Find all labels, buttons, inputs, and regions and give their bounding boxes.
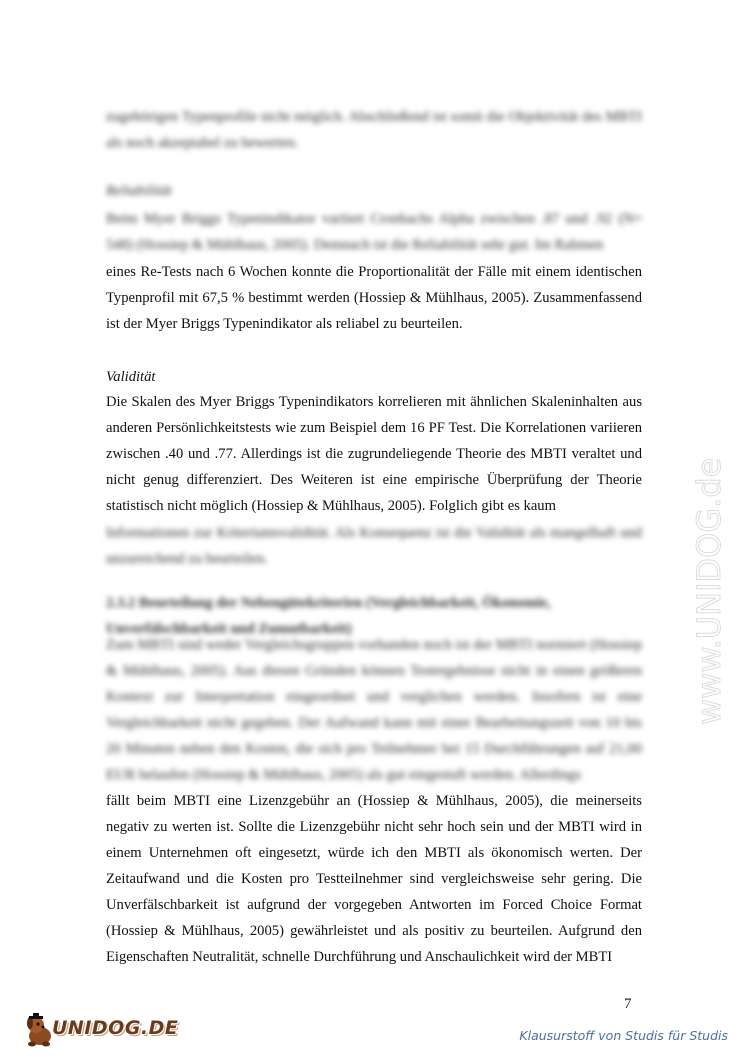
blurred-reliability-lines: Beim Myer Briggs Typenindikator variiert Cronbachs Alpha zwischen .87 und .92 (N= 548) (Hossiep & Mühlhaus, 2005). Demnach ist die Reliabilität sehr gut. Im Rahmen bbox=[106, 211, 642, 253]
validity-paragraph: Die Skalen des Myer Briggs Typenindikators korrelieren mit ähnlichen Skaleninhalten aus anderen Persönlichkeitstests wie zum Beispiel dem 16 PF Test. Die Korrelationen variieren zwischen .40 und .77. Allerdings ist die zugrundeliegende Theorie des MBTI veraltet und nicht genug differenziert. Des Weiteren ist eine empirische Überprüfung der Theorie statistisch nicht möglich (Hossiep & Mühlhaus, 2005). Folglich gibt es kaum bbox=[106, 394, 642, 514]
watermark-text: www.UNIDOG.de bbox=[690, 457, 728, 725]
page-number: 7 bbox=[624, 996, 632, 1012]
blurred-paragraph-top: zugehörigen Typenprofile nicht möglich. Abschließend ist somit die Objektivität des MBTI als noch akzeptabel zu bewerten. bbox=[106, 109, 642, 151]
unidog-logo bbox=[22, 1012, 179, 1050]
section-paragraph: fällt beim MBTI eine Lizenzgebühr an (Hossiep & Mühlhaus, 2005), die meinerseits negativ zu werten ist. Sollte die Lizenzgebühr nicht sehr hoch sein und der MBTI wird in einem Unternehmen oft eingesetzt, würde ich den MBTI als ökonomisch werten. Der Zeitaufwand und die Kosten pro Testteilnehmer sind vergleichsweise sehr gering. Die Unverfälschbarkeit ist aufgrund der vorgegeben Antworten im Forced Choice Format (Hossiep & Mühlhaus, 2005) gewährleistet und als positiv zu beurteilen. Aufgrund den Eigenschaften Neutralität, schnelle Durchführung und Anschaulichkeit wird der MBTI bbox=[106, 793, 642, 965]
footer-tagline: Klausurstoff von Studis für Studis bbox=[519, 1028, 728, 1043]
blurred-validity-lines: Informationen zur Kriteriumsvalidität. Als Konsequenz ist die Validität als mangelhaft und unzureichend zu beurteilen. bbox=[106, 525, 642, 567]
heading-validitaet: Validität bbox=[106, 369, 156, 385]
blurred-section-lines: Zum MBTI sind weder Vergleichsgruppen vorhanden noch ist der MBTI normiert (Hossiep & Mühlhaus, 2005). Aus diesen Gründen können Testergebnisse nicht in einen größeren Kontext zur Interpretation eingeordnet und verglichen werden. Insofern ist eine Vergleichbarkeit nicht gegeben. Der Aufwand kann mit einer Bearbeitungszeit von 10 bis 20 Minuten neben den Kosten, die sich pro Teilnehmer bei 15 Durchführungen auf 21,00 EUR belaufen (Hossiep & Mühlhaus, 2005) als gut eingestuft werden. Allerdings bbox=[106, 637, 642, 783]
reliability-paragraph: eines Re-Tests nach 6 Wochen konnte die Proportionalität der Fälle mit einem identischen Typenprofil mit 67,5 % bestimmt werden (Hossiep & Mühlhaus, 2005). Zusammenfassend ist der Myer Briggs Typenindikator als reliabel zu beurteilen. bbox=[106, 264, 642, 332]
watermark bbox=[690, 280, 730, 730]
logo-text: UNIDOG.DE bbox=[52, 1017, 179, 1039]
heading-section-2-3-2: 2.3.2 Beurteilung der Nebengütekriterien (Vergleichbarkeit, Ökonomie, Unverfälschbarkeit und Zumutbarkeit) bbox=[106, 595, 551, 637]
heading-reliabilitaet: Reliabilität bbox=[106, 183, 172, 199]
